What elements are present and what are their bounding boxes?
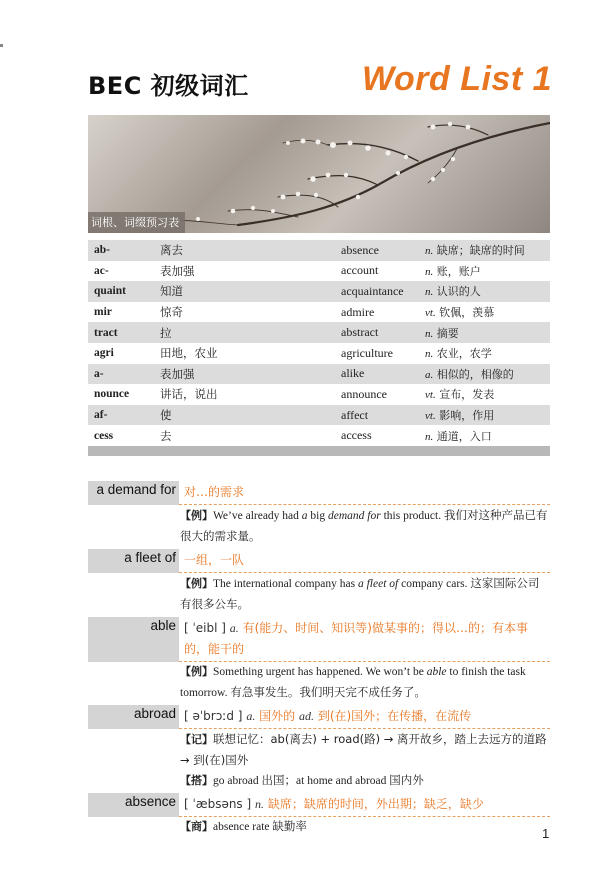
example-word: access [335,425,419,446]
entry-abroad [88,705,550,791]
root-row [88,261,550,282]
word-list-title: Word List 1 [362,60,552,98]
definition: 对…的需求 [179,481,550,505]
example-tag: 【例】 [180,509,213,522]
root: mir [88,302,154,323]
part-of-speech: n. [425,430,434,443]
word-meaning-cell [419,384,550,405]
entry-a-demand-for [88,481,550,547]
root-meaning: 使 [154,405,335,426]
part-of-speech: vt. [425,389,436,402]
entry-able [88,617,550,703]
example-translation: 有急事发生。我们明天完不成任务了。 [230,685,426,699]
part-of-speech: a. [246,709,256,723]
root-meaning: 惊奇 [154,302,335,323]
business-note: 【商】absence rate 缺勤率 [180,820,307,833]
word-meaning-cell [419,425,550,446]
word-meaning-cell [419,364,550,385]
business-tag: 【商】 [180,820,213,833]
example-word: agriculture [335,343,419,364]
root-row [88,302,550,323]
entry-absence [88,793,550,837]
example-phrase: a fleet of [357,578,399,590]
word-meaning-cell [419,343,550,364]
definition-line [179,617,550,662]
part-of-speech: n. [425,245,434,258]
part-of-speech: n. [425,348,434,361]
page-number: 1 [542,826,550,841]
root-row [88,343,550,364]
root-meaning: 去 [154,425,335,446]
example-translation: 这家国际公司有很多公车。 [180,576,540,611]
example-phrase: demand for [328,510,381,522]
root-meaning: 田地，农业 [154,343,335,364]
definition: 缺席；缺席的时间，外出期；缺乏，缺少 [267,797,484,811]
banner-caption: 词根、词缀预习表 [88,212,185,233]
memory-tag: 【记】 [180,733,213,746]
part-of-speech: n. [425,327,434,340]
part-of-speech: n. [425,265,434,278]
root-row [88,281,550,302]
example-word: absence [335,240,419,261]
banner-image [88,115,550,233]
root: a- [88,364,154,385]
example: 【例】The international company has a fleet of company cars. 这家国际公司有很多公车。 [180,576,540,611]
example-word: account [335,261,419,282]
word-meaning: 摘要 [436,326,459,340]
example-tag: 【例】 [180,665,213,678]
word-meaning-cell [419,261,550,282]
word-meaning: 宣布，发表 [439,388,495,402]
example-translation: 我们对这种产品已有很大的需求量。 [180,508,548,543]
margin-mark [0,44,3,47]
headword: abroad [88,705,179,729]
word-meaning-cell [419,302,550,323]
part-of-speech: vt. [425,307,436,320]
word-entries [88,481,550,837]
word-meaning: 农业，农学 [436,347,492,361]
root: cess [88,425,154,446]
root-row [88,425,550,446]
word-meaning: 通道，入口 [436,429,492,443]
word-meaning-cell [419,240,550,261]
word-meaning: 相似的，相像的 [436,367,514,381]
phonetic: [ ˈeibl ] [184,621,226,635]
word-meaning-cell [419,405,550,426]
root-row [88,384,550,405]
word-meaning: 钦佩，羡慕 [439,306,495,320]
definition-line [179,705,550,729]
table-divider [88,446,550,456]
memory-note: 【记】联想记忆：ab(离去) + road(路) → 离开故乡，踏上去远方的道路 → 到(在)国外 [180,732,547,767]
word-meaning: 缺席；缺席的时间 [436,244,525,258]
root-meaning: 拉 [154,322,335,343]
phonetic: [ ˈæbsəns ] [184,797,252,811]
root-meaning: 表加强 [154,261,335,282]
word-meaning: 影响，作用 [439,409,495,423]
example-word: acquaintance [335,281,419,302]
example-word: alike [335,364,419,385]
root: quaint [88,281,154,302]
definition: 有(能力、时间、知识等)做某事的；得以…的；有本事的，能干的 [184,621,528,656]
example-word: abstract [335,322,419,343]
root-row [88,405,550,426]
root: tract [88,322,154,343]
headword: a fleet of [88,549,179,573]
root: ac- [88,261,154,282]
collocation: 【搭】go abroad 出国；at home and abroad 国内外 [180,774,424,787]
word-meaning: 账，账户 [436,264,481,278]
roots-table [88,240,550,446]
part-of-speech-2: ad. [298,709,314,723]
example-word: affect [335,405,419,426]
word-meaning-cell [419,322,550,343]
part-of-speech: a. [229,621,239,635]
example: 【例】We’ve already had a big demand for this product. 我们对这种产品已有很大的需求量。 [180,508,548,543]
definition: 一组，一队 [179,549,550,573]
root: af- [88,405,154,426]
root-meaning: 知道 [154,281,335,302]
definition-2: 到(在)国外；在传播，在流传 [317,709,472,723]
root-meaning: 讲话，说出 [154,384,335,405]
phonetic: [ əˈbrɔːd ] [184,709,243,723]
word-meaning-cell [419,281,550,302]
example-word: admire [335,302,419,323]
word-meaning: 认识的人 [436,285,481,299]
root: agri [88,343,154,364]
example-tag: 【例】 [180,577,213,590]
example-phrase: able [426,666,447,678]
part-of-speech: a. [425,368,434,381]
root-meaning: 离去 [154,240,335,261]
part-of-speech: n. [255,797,265,811]
headword: a demand for [88,481,179,505]
definition: 国外的 [259,709,296,723]
example-word: announce [335,384,419,405]
section-title: BEC 初级词汇 [88,72,249,100]
headword: absence [88,793,179,817]
example: 【例】Something urgent has happened. We won’t be able to finish the task tomorrow. 有急事发生。我们明天完不成任务了。 [180,665,526,699]
root-row [88,240,550,261]
collocation-tag: 【搭】 [180,774,213,787]
definition-line [179,793,550,817]
part-of-speech: n. [425,286,434,299]
root-row [88,364,550,385]
root-meaning: 表加强 [154,364,335,385]
entry-a-fleet-of [88,549,550,615]
part-of-speech: vt. [425,410,436,423]
root-row [88,322,550,343]
root: nounce [88,384,154,405]
headword: able [88,617,179,662]
root: ab- [88,240,154,261]
